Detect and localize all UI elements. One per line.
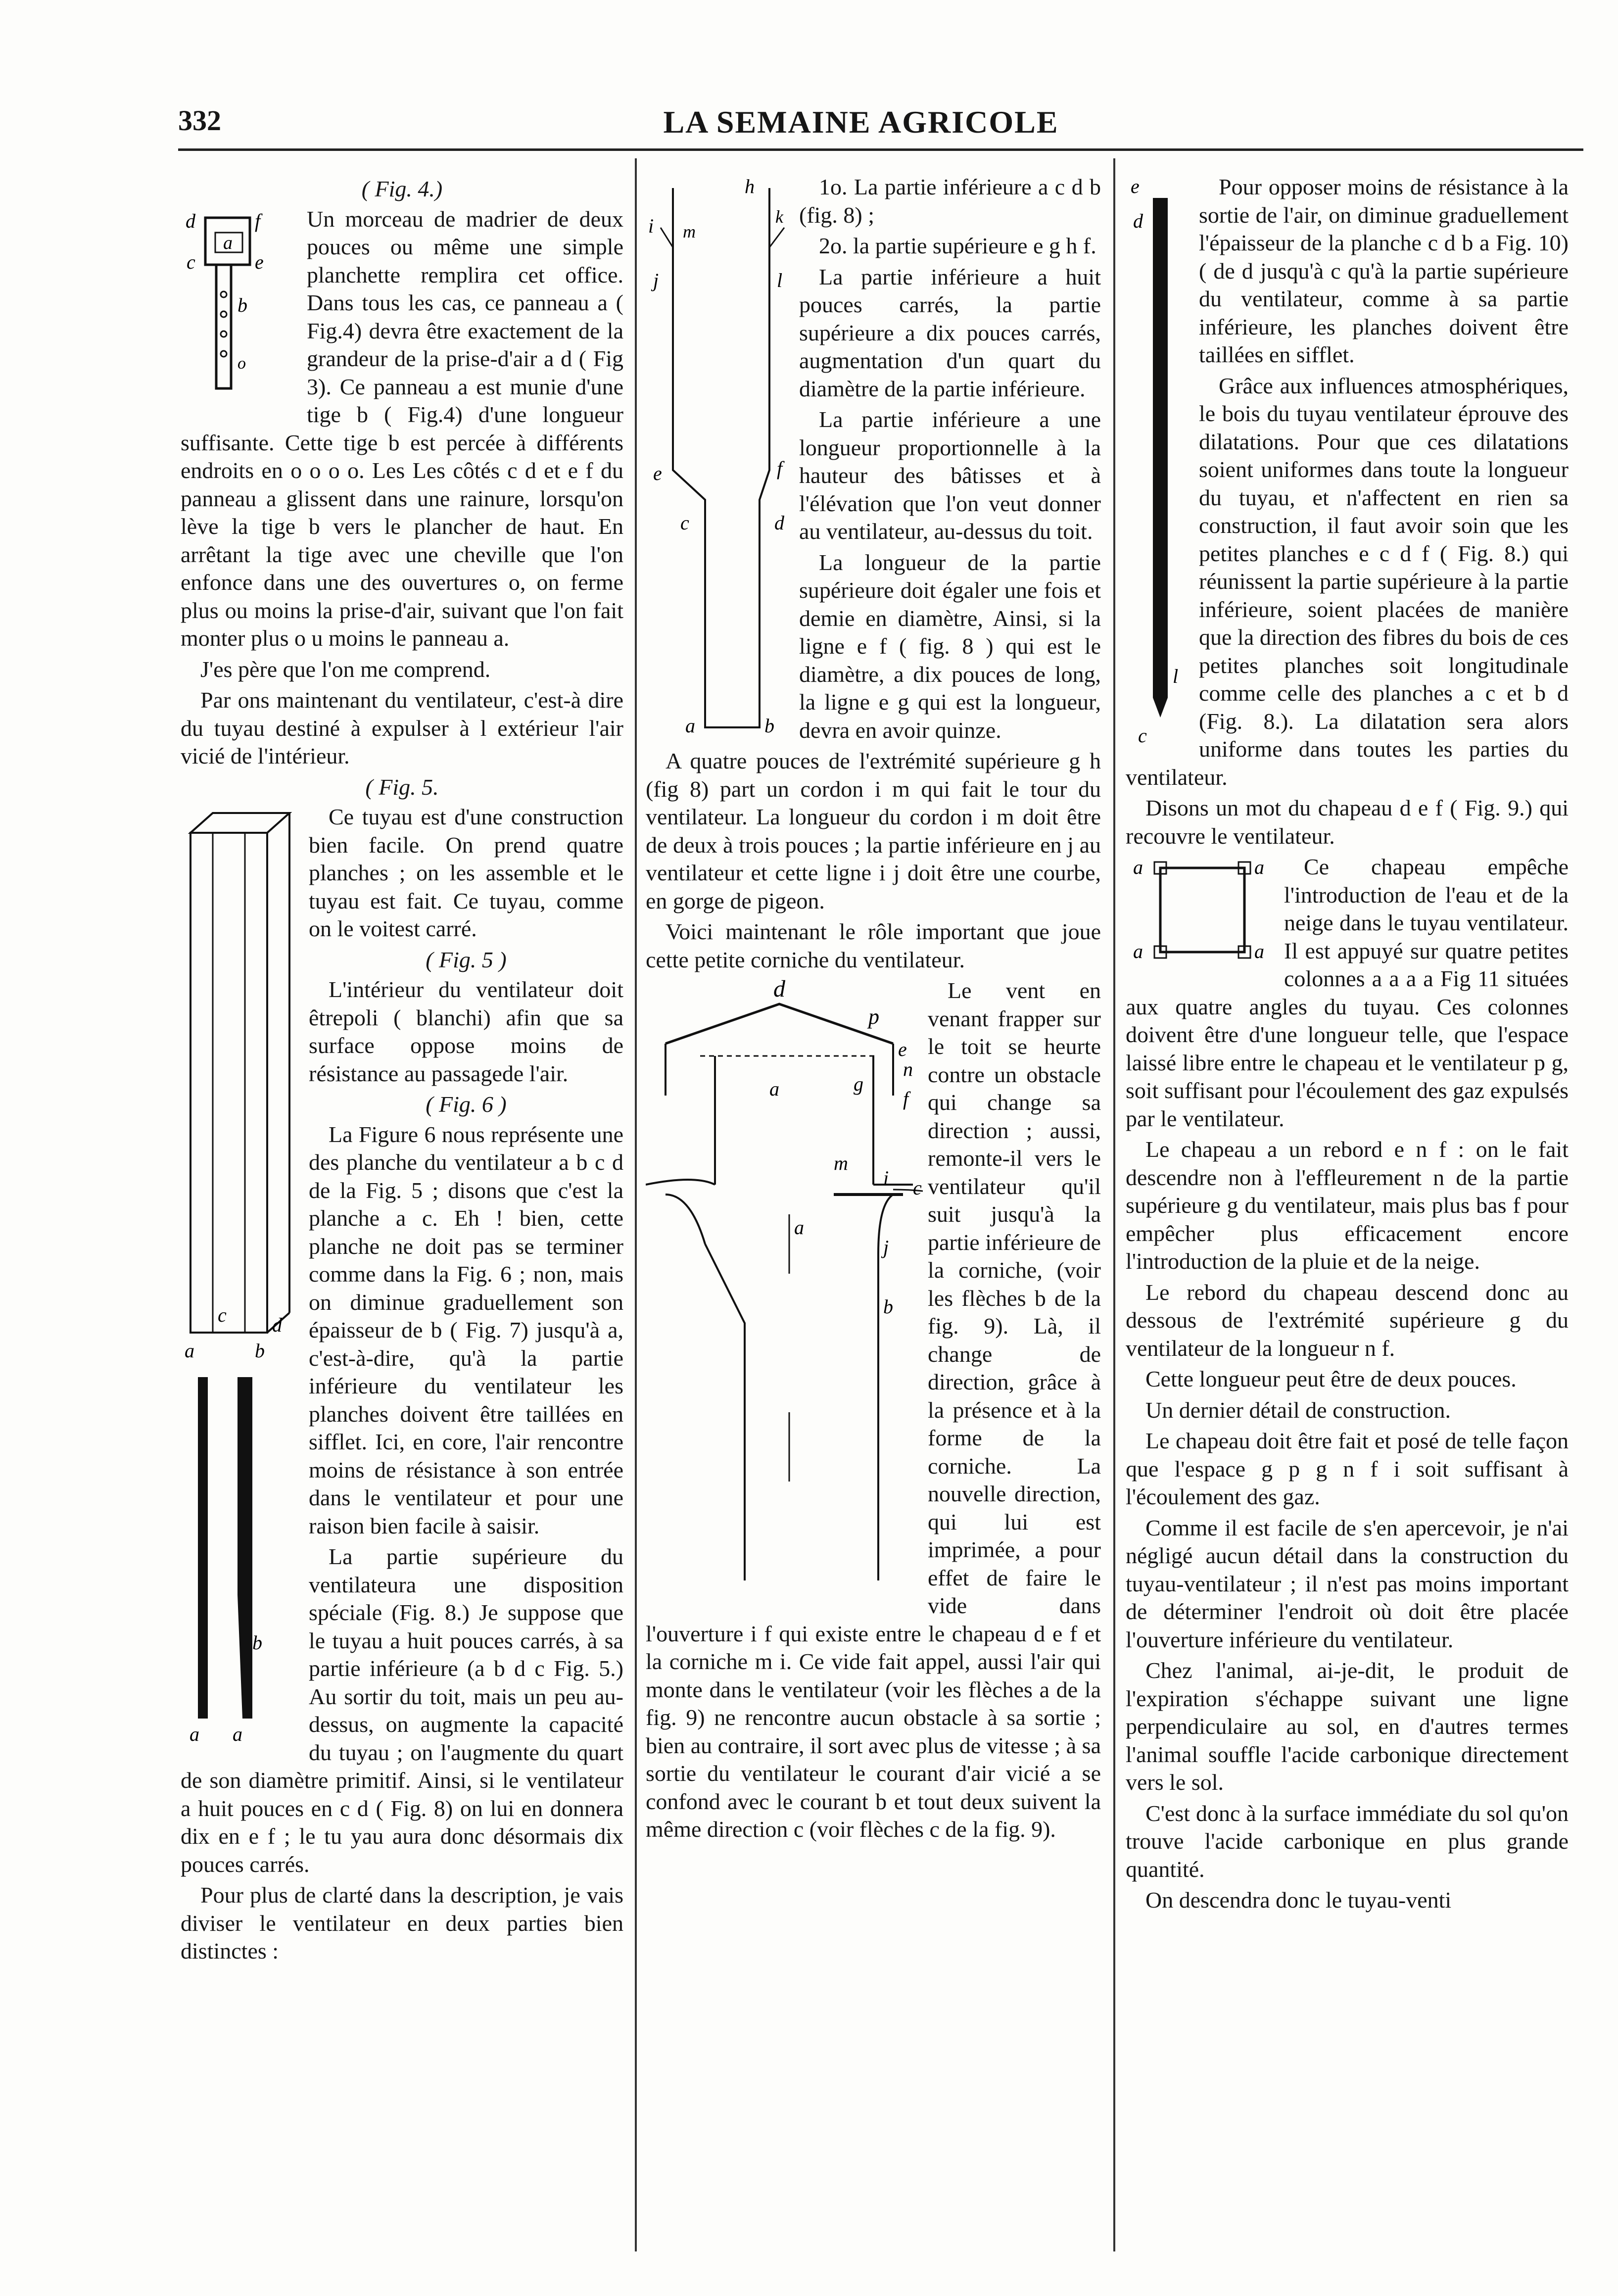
figure-6-7 (190, 1377, 262, 1743)
col3-para-dilatations: Grâce aux influences atmosphériques, le bois du tuyau ventilateur éprouve des dilatations. Pour que ces dilatations soient uniformes dans toute la longueur du tuyau, et n'affectent en rien sa construction, il faut avoir soin que les petites planches e c d f ( Fig. 8.) qui réunissent la partie supérieure à la partie inférieure, soient placées de manière que la direction des fibres du bois de ces petites planches soit longitudinale comme celle des planches a c et b d (Fig. 8.). La dilatation sera alors uniforme dans toutes les parties du ventilateur. (1126, 373, 1569, 790)
figure-4 (181, 205, 302, 413)
col3-para-rebord: Le chapeau a un rebord e n f : on le fait descendre non à l'effleurement n de la partie supérieure g du ventilateur, mais plus bas f pour empêcher plus efficacement encore l'introduction de la pluie et de la neige. (1126, 1137, 1569, 1274)
fig5-caption-a: ( Fig. 5. (365, 774, 439, 800)
col3-para-surface: C'est donc à la surface immédiate du sol qu'on trouve l'acide carbonique en plus grande quantité. (1126, 1800, 1569, 1882)
fig8-label-c: c (680, 512, 689, 534)
fig6-label-a: a (190, 1723, 199, 1743)
col2-para-1o: 1o. La partie inférieure a c d b (fig. 8) ; (799, 174, 1101, 228)
column-2 (646, 173, 1101, 1847)
col2-para-longueur: La partie inférieure a une longueur proportionnelle à la hauteur des bâtisses et à l'élévation que l'on veut donner au ventilateur, au-dessus du toit. (799, 407, 1101, 544)
fig9-label-a-top: a (769, 1078, 779, 1100)
fig11-label-a2: a (1254, 856, 1264, 878)
fig8-label-l: l (777, 269, 783, 291)
figure-10 (1126, 173, 1195, 747)
figures-5-6-7 (181, 803, 302, 1743)
col1-para-interieur: L'intérieur du ventilateur doit êtrepoli ( blanchi) afin que sa surface oppose moins de résistance au passagede l'air. (309, 977, 623, 1086)
col1-para-figure6: La Figure 6 nous représente une des planche du ventilateur a b c d de la Fig. 5 ; disons que c'est la planche a c. Eh ! bien, cette planche ne doit pas se terminer comme dans la Fig. 6 ; non, mais on diminue graduellement son épaisseur de b ( Fig. 7) jusqu'à a, c'est-à-dire, qu'à la partie inférieure du ventilateur les planches doivent être taillées en sifflet. Ici, en core, l'air rencontre moins de résistance à son entrée dans le ventilateur et pour une raison bien facile à saisir. (309, 1121, 623, 1538)
fig8-label-j: j (653, 269, 659, 291)
fig7-label-b: b (252, 1631, 262, 1654)
column-3 (1126, 173, 1569, 1917)
fig9-label-m: m (834, 1152, 848, 1174)
fig10-label-d: d (1133, 210, 1143, 232)
fig9-label-g: g (854, 1073, 863, 1095)
fig5-label-d: d (272, 1314, 282, 1336)
fig5-label-b: b (255, 1339, 265, 1362)
page-number: 332 (178, 104, 221, 137)
column-1 (181, 173, 623, 1968)
col3-para-descendra: On descendra donc le tuyau-venti (1145, 1887, 1452, 1913)
header-rule (178, 148, 1583, 151)
fig4-label-b: b (238, 293, 247, 316)
col2-para-vent: Le vent en venant frapper sur le toit se heurte contre un obstacle qui change sa direction ; aussi, remonte-il vers le ventilateur qu'il suit jusqu'à la partie inférieure de la corniche, (voir les flèches b de la fig. 9). Là, il change de direction, grâce à la présence et à la forme de la corniche. La nouvelle direction, qui lui est imprimée, a pour effet de faire le vide dans l'ouverture i f qui existe entre le chapeau d e f et la corniche m i. Ce vide fait appel, aussi l'air qui monte dans le ventilateur (voir les flèches a de la fig. 9) ne rencontre aucun obstacle à sa sortie ; bien au contraire, il sort avec plus de vitesse ; à sa sortie du ventilateur le courant d'air vicié a se confond avec le courant b et tout deux suivent la même direction c (voir flèches c de la fig. 9). (646, 978, 1101, 1842)
figure-11 (1126, 853, 1279, 972)
fig9-label-i: i (883, 1167, 889, 1189)
fig8-label-h: h (745, 175, 755, 197)
fig4-caption: ( Fig. 4.) (361, 176, 443, 201)
fig10-label-c: c (1138, 724, 1147, 747)
fig8-label-b: b (764, 715, 774, 737)
col3-para-resistance: Pour opposer moins de résistance à la sortie de l'air, on diminue graduellement l'épaisseur de la planche c d b a Fig. 10) ( de d jusqu'à c qu'à la partie supérieure du ventilateur, comme à sa partie inférieure, les planches doivent être taillées en sifflet. (1199, 174, 1569, 367)
col2-para-cordon: A quatre pouces de l'extrémité supérieure g h (fig 8) part un cordon i m qui fait le tour du ventilateur. La longueur du cordon i m doit être de deux à trois pouces ; la partie inférieure en j au ventilateur et cette ligne i j doit être une courbe, en gorge de pigeon. (646, 748, 1101, 913)
fig9-label-a-mid: a (794, 1216, 804, 1239)
fig5-label-a: a (185, 1339, 194, 1362)
fig8-label-m: m (683, 222, 696, 241)
col3-para-rebord-descend: Le rebord du chapeau descend donc au dessous de l'extrémité supérieure g du ventilateur de la longueur n f. (1126, 1279, 1569, 1361)
fig5-label-c: c (218, 1304, 227, 1326)
fig4-label-d: d (186, 209, 195, 232)
publication-title: LA SEMAINE AGRICOLE (663, 104, 1059, 140)
fig4-label-o: o (238, 354, 246, 373)
col1-para-ventilateur: Par ons maintenant du ventilateur, c'est-à dire du tuyau destiné à expulser à l extérieur l'air vicié de l'intérieur. (181, 687, 623, 768)
fig9-label-j: j (883, 1236, 889, 1258)
fig9-label-f: f (903, 1088, 909, 1110)
col1-para-superieure: La partie supérieure du ventilateura une disposition spéciale (Fig. 8.) Je suppose que le tuyau a huit pouces carrés, à sa partie inférieure (a b d c Fig. 5.) Au sortir du toit, mais un peu au-dessus, on augmente la capacité du tuyau ; on l'augmente du quart de son diamètre primitif. Ainsi, si le ventilateur a huit pouces en c d ( Fig. 8) on lui en donnera dix en e f ; le tu yau aura donc désormais dix pouces carrés. (181, 1544, 623, 1877)
col1-para-clarte: Pour plus de clarté dans la description, je vais diviser le ventilateur en deux parties bien distinctes : (181, 1882, 623, 1963)
fig10-label-l: l (1173, 665, 1179, 687)
col3-para-fait-pose: Le chapeau doit être fait et posé de telle façon que l'espace g p g n f i soit suffisant à l'écoulement des gaz. (1126, 1428, 1569, 1509)
col3-para-animal: Chez l'animal, ai-je-dit, le produit de l'expiration s'échappe suivant une ligne perpendiculaire au sol, en d'autres termes l'animal souffle l'acide carbonique directement vers le sol. (1126, 1658, 1569, 1795)
column-divider-1 (635, 158, 637, 2251)
col2-para-role: Voici maintenant le rôle important que joue cette petite corniche du ventilateur. (646, 919, 1101, 972)
col3-para-deux-pouces: Cette longueur peut être de deux pouces. (1145, 1366, 1517, 1391)
col3-para-neige: Ce chapeau empêche l'introduction de l'eau et de la neige dans le tuyau ventilateur. Il est appuyé sur quatre petites colonnes a a a a Fig 11 situées aux quatre angles du tuyau. Ces colonnes doivent être d'une longueur telle, que l'espace laissé libre entre le chapeau et le ventilateur p g, soit suffisant pour l'écoulement des gaz expulsés par le ventilateur. (1126, 854, 1569, 1131)
fig9-label-c: c (913, 1177, 922, 1199)
fig8-label-d: d (774, 512, 784, 534)
fig7-label-a: a (233, 1723, 242, 1743)
col3-para-apercevoir: Comme il est facile de s'en apercevoir, je n'ai négligé aucun détail dans la construction du tuyau-ventilateur ; il n'est pas moins important de déterminer l'endroit où doit être placée l'ouverture inférieure du ventilateur. (1126, 1515, 1569, 1652)
fig4-label-c: c (187, 250, 195, 273)
col1-para-tuyau: Ce tuyau est d'une construction bien facile. On prend quatre planches ; on les assemble et le tuyau est fait. Ce tuyau, comme on le voitest carré. (309, 804, 623, 941)
page-header (178, 104, 1544, 148)
fig5-caption-b: ( Fig. 5 ) (426, 947, 507, 972)
col3-para-chapeau: Disons un mot du chapeau d e f ( Fig. 9.) qui recouvre le ventilateur. (1126, 795, 1569, 849)
fig11-label-a4: a (1254, 940, 1264, 962)
fig4-label-e: e (255, 250, 264, 273)
col2-para-2o: 2o. la partie supérieure e g h f. (819, 233, 1096, 258)
fig9-label-p: p (868, 1004, 879, 1029)
fig9-label-n: n (903, 1058, 913, 1080)
column-divider-2 (1113, 158, 1115, 2251)
fig4-label-a: a (223, 232, 233, 253)
figure-9 (646, 977, 923, 1600)
figure-5 (185, 813, 289, 1362)
fig8-label-i: i (648, 215, 654, 237)
fig8-label-f: f (777, 457, 783, 479)
fig4-label-f: f (255, 209, 261, 232)
fig8-label-a: a (685, 715, 695, 737)
fig8-label-e: e (653, 462, 662, 484)
col2-para-huit-pouces: La partie inférieure a huit pouces carrés, la partie supérieure a dix pouces carrés, augmentation d'un quart du diamètre de la partie inférieure. (799, 264, 1101, 401)
fig10-label-e: e (1131, 175, 1140, 197)
fig11-label-a3: a (1133, 940, 1143, 962)
col1-para-panneau: Un morceau de madrier de deux pouces ou même une simple planchette remplira cet office. Dans tous les cas, ce panneau a ( Fig.4) devra être exactement de la grandeur de la prise-d'air a d ( Fig 3). Ce panneau a est munie d'une tige b ( Fig.4) d'une longueur suffisante. Cette tige b est percée à différents endroits en o o o o. Les Les côtés c d et e f du panneau a glissent dans une rainure, lorsqu'on lève la tige b vers le plancher de haut. En arrêtant la tige avec une cheville que l'on enfonce dans une des ouvertures o, on ferme plus ou moins la prise-d'air, suivant que l'on fait monter plus o u moins le panneau a. (181, 206, 623, 651)
fig6-caption: ( Fig. 6 ) (426, 1092, 507, 1117)
col2-para-fois-demie: La longueur de la partie supérieure doit égaler une fois et demie en diamètre, Ainsi, si la ligne e f ( fig. 8 ) qui est le diamètre, a dix pouces de long, la ligne e g qui est la longueur, devra en avoir quinze. (799, 549, 1101, 743)
figure-8 (646, 173, 794, 737)
col1-para-comprend: J'es père que l'on me comprend. (200, 656, 491, 682)
fig8-label-k: k (775, 207, 783, 227)
fig9-label-b: b (883, 1295, 893, 1318)
col3-para-dernier-detail: Un dernier détail de construction. (1145, 1397, 1451, 1423)
fig11-label-a1: a (1133, 856, 1143, 878)
fig9-label-e: e (898, 1038, 907, 1060)
fig9-label-d: d (773, 977, 785, 1002)
